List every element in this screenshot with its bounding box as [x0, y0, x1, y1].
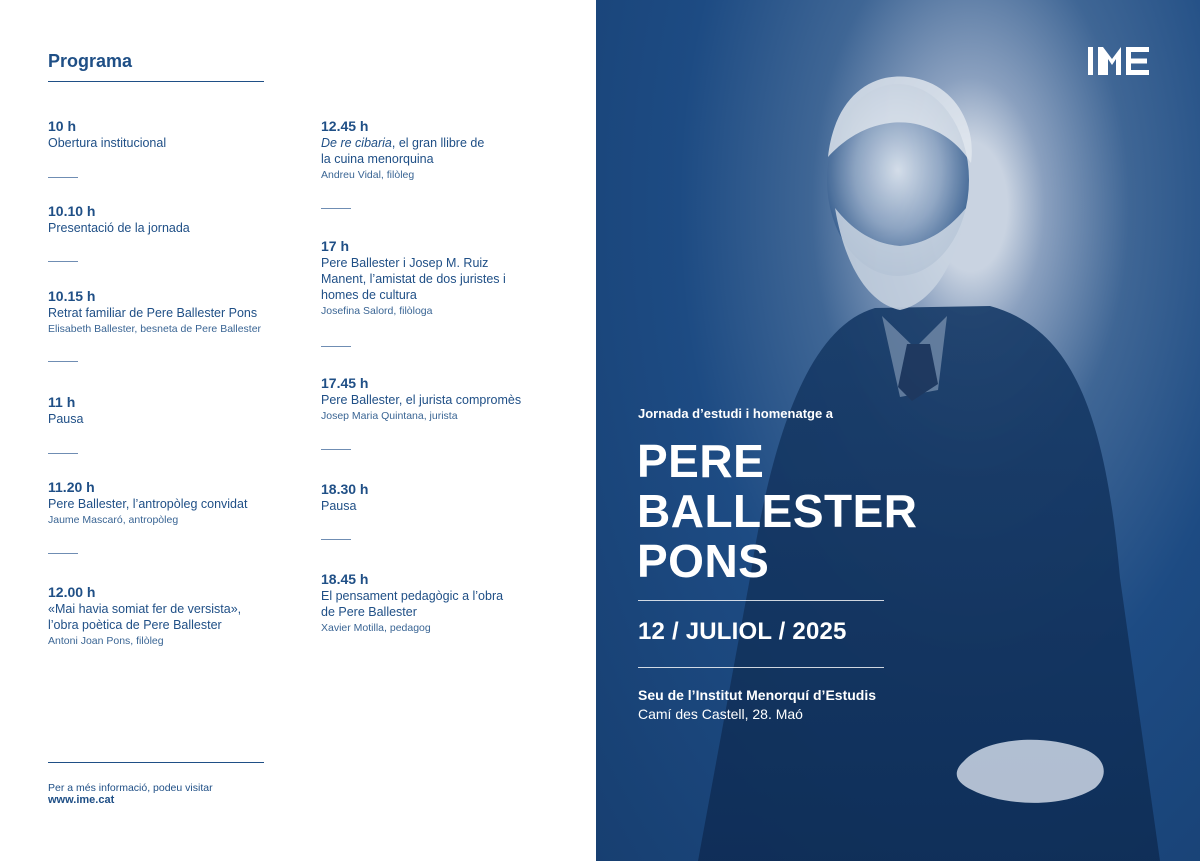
event-place-sub: Camí des Castell, 28. Maó: [638, 706, 803, 722]
program-title: Pere Ballester, l’antropòleg convidat: [48, 497, 248, 511]
program-time: 10 h: [48, 118, 77, 134]
program-item: [48, 479, 288, 528]
program-item: [48, 203, 288, 236]
program-time: 10.15 h: [48, 288, 96, 304]
program-divider: [321, 346, 351, 347]
event-date: 12 / JULIOL / 2025: [638, 618, 847, 645]
program-title: Obertura institucional: [48, 136, 167, 150]
program-speaker: Xavier Motilla, pedagog: [321, 622, 431, 634]
program-divider: [48, 453, 78, 454]
program-title-rest: , el gran llibre de la cuina menorquina: [321, 136, 485, 166]
program-title: [321, 135, 496, 167]
footer-rule: [48, 762, 264, 763]
program-divider: [48, 177, 78, 178]
footer-link[interactable]: www.ime.cat: [48, 794, 115, 806]
program-item: [321, 375, 561, 424]
program-speaker: Elisabeth Ballester, besneta de Pere Ballester: [48, 323, 262, 335]
event-place-main: Seu de l’Institut Menorquí d’Estudis: [638, 687, 877, 703]
program-time: 17 h: [321, 238, 350, 254]
program-panel: [0, 0, 596, 861]
program-title-italic: De re cibaria: [321, 136, 392, 150]
date-top-rule: [638, 600, 884, 601]
event-name-line: BALLESTER: [637, 485, 918, 537]
program-title: Pere Ballester i Josep M. Ruiz Manent, l’amistat de dos juristes i homes de cultura: [321, 256, 506, 302]
program-divider: [48, 261, 78, 262]
program-item: [48, 288, 288, 337]
program-speaker: Jaume Mascaró, antropòleg: [48, 514, 179, 526]
date-bottom-rule: [638, 667, 884, 668]
program-time: 18.45 h: [321, 571, 369, 587]
program-time: 12.00 h: [48, 584, 96, 600]
program-time: 11.20 h: [48, 479, 95, 495]
event-name-line: PONS: [637, 535, 770, 587]
program-item: [321, 481, 561, 514]
program-title: «Mai havia somiat fer de versista», l’obra poètica de Pere Ballester: [48, 602, 242, 632]
program-speaker: Josep Maria Quintana, jurista: [321, 410, 458, 422]
program-item: [48, 118, 288, 151]
program-title: Pere Ballester, el jurista compromès: [321, 393, 522, 407]
program-item: [321, 118, 561, 183]
program-speaker: Josefina Salord, filòloga: [321, 305, 433, 317]
program-title: El pensament pedagògic a l’obra de Pere Ballester: [321, 589, 504, 619]
footer-info: Per a més informació, podeu visitar: [48, 782, 213, 794]
program-time: 12.45 h: [321, 118, 369, 134]
event-name-line: PERE: [637, 435, 765, 487]
program-time: 11 h: [48, 394, 76, 410]
program-heading: Programa: [48, 51, 133, 71]
program-divider: [321, 449, 351, 450]
program-time: 18.30 h: [321, 481, 369, 497]
program-title: Pausa: [321, 499, 357, 513]
program-time: 10.10 h: [48, 203, 96, 219]
program-time: 17.45 h: [321, 375, 369, 391]
event-type: Jornada d’estudi i homenatge a: [638, 406, 834, 421]
ime-logo-mark: [1088, 45, 1153, 77]
heading-rule: [48, 81, 264, 82]
program-speaker: Antoni Joan Pons, filòleg: [48, 635, 164, 647]
program-title: Retrat familiar de Pere Ballester Pons: [48, 306, 258, 320]
program-title: Pausa: [48, 412, 84, 426]
program-item: [321, 571, 561, 636]
program-divider: [321, 208, 351, 209]
program-item: [48, 584, 288, 649]
program-title: Presentació de la jornada: [48, 221, 190, 235]
program-item: [321, 238, 561, 319]
program-divider: [321, 539, 351, 540]
program-item: [48, 394, 288, 427]
program-divider: [48, 553, 78, 554]
program-divider: [48, 361, 78, 362]
ime-logo: [1088, 45, 1153, 77]
program-speaker: Andreu Vidal, filòleg: [321, 169, 415, 181]
